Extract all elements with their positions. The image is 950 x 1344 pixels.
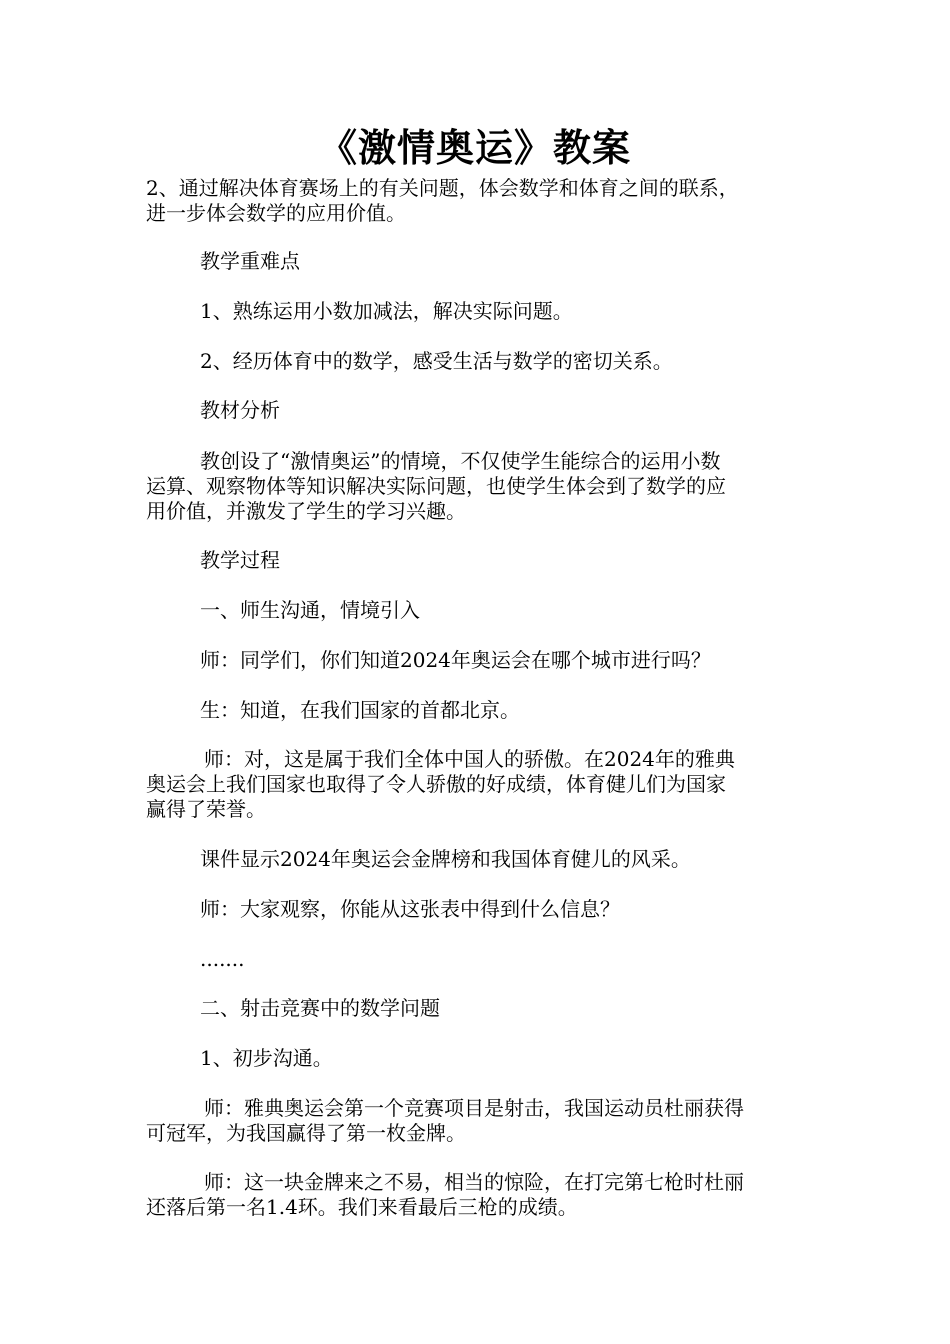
document-title: 《激情奥运》教案 [318,125,631,170]
text-line: 一、师生沟通，情境引入 [200,598,420,622]
text-line: 师：同学们，你们知道2024年奥运会在哪个城市进行吗？ [200,648,711,672]
text-line: 运算、观察物体等知识解决实际问题，也使学生体会到了数学的应 [146,474,726,498]
section-heading: 教材分析 [200,398,280,422]
text-line: 师：这一块金牌来之不易，相当的惊险，在打完第七枪时杜丽 [204,1170,744,1194]
text-line: 进一步体会数学的应用价值。 [146,201,406,225]
section-heading: 教学过程 [200,548,280,572]
text-line: 用价值，并激发了学生的学习兴趣。 [146,499,466,523]
text-line: 1、初步沟通。 [200,1046,333,1070]
text-line: 可冠军，为我国赢得了第一枚金牌。 [146,1121,466,1145]
text-line: 师：大家观察，你能从这张表中得到什么信息？ [200,897,620,921]
text-line: 师：对，这是属于我们全体中国人的骄傲。在2024年的雅典 [204,747,735,771]
section-heading: 教学重难点 [200,249,300,273]
text-line: 师：雅典奥运会第一个竞赛项目是射击，我国运动员杜丽获得 [204,1096,744,1120]
text-line: 教创设了“激情奥运”的情境，不仅使学生能综合的运用小数 [200,449,721,473]
section-heading: 二、射击竞赛中的数学问题 [200,996,440,1020]
text-line: 2、通过解决体育赛场上的有关问题，体会数学和体育之间的联系， [146,176,739,200]
text-line: 奥运会上我们国家也取得了令人骄傲的好成绩，体育健儿们为国家 [146,772,726,796]
ellipsis-line: ....... [200,947,245,971]
text-line: 2、经历体育中的数学，感受生活与数学的密切关系。 [200,349,673,373]
text-line: 赢得了荣誉。 [146,797,266,821]
text-line: 还落后第一名1.4环。我们来看最后三枪的成绩。 [146,1195,578,1219]
text-line: 生：知道，在我们国家的首都北京。 [200,698,520,722]
text-line: 1、熟练运用小数加减法，解决实际问题。 [200,299,573,323]
text-line: 课件显示2024年奥运会金牌榜和我国体育健儿的风采。 [200,847,691,871]
